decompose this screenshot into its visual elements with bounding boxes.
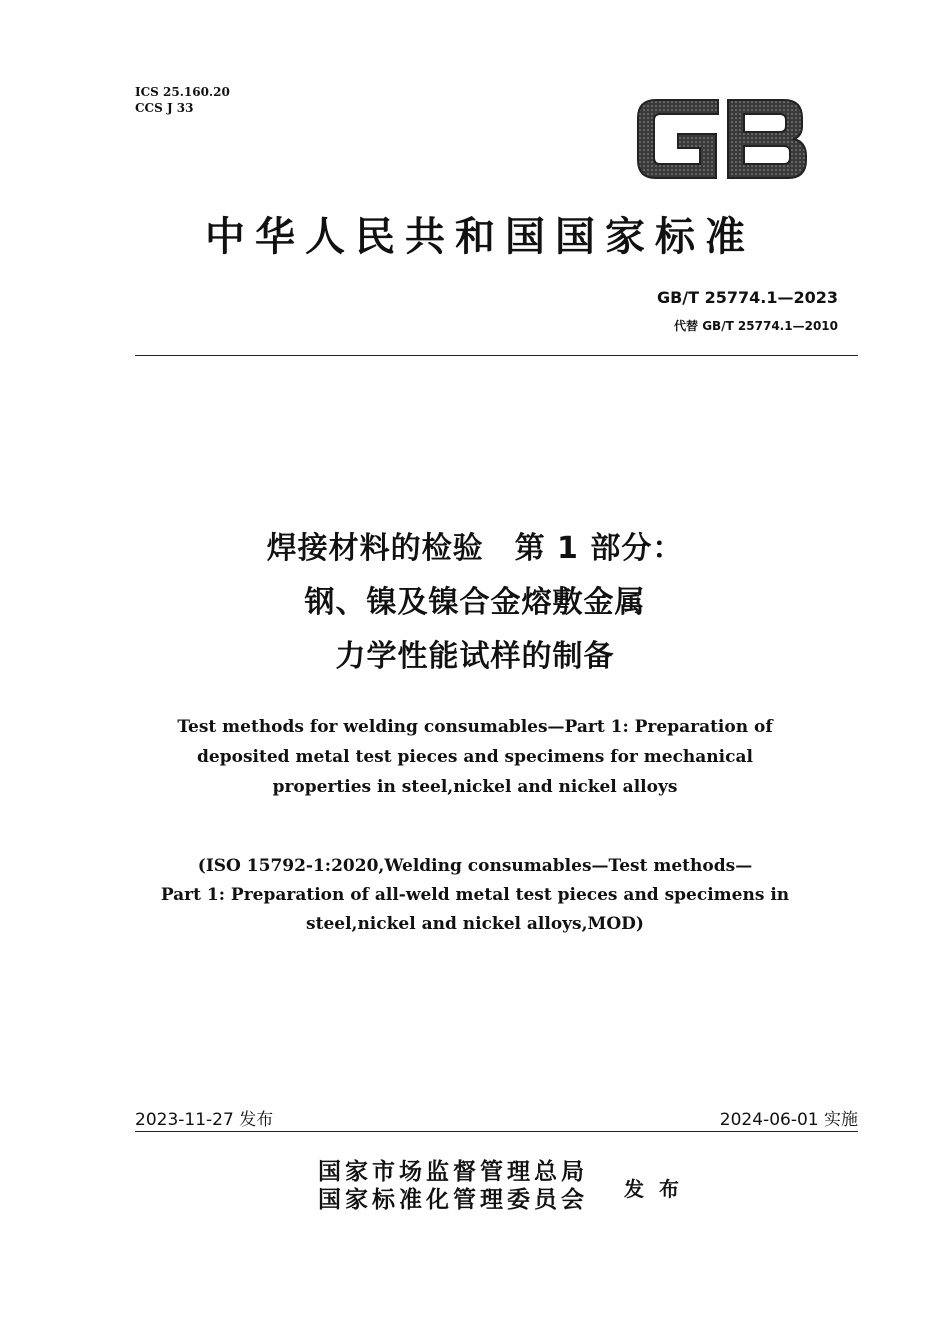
english-title-line: deposited metal test pieces and specimens for mechanical bbox=[197, 747, 753, 767]
english-title bbox=[0, 712, 950, 802]
publish-label: 发 布 bbox=[624, 1177, 683, 1201]
implementation-date: 2024-06-01 实施 bbox=[719, 1110, 858, 1130]
issuer-line: 国家市场监督管理总局 bbox=[318, 1158, 588, 1185]
issue-date: 2023-11-27 发布 bbox=[135, 1110, 274, 1130]
header-divider bbox=[135, 355, 858, 356]
iso-reference-line: Part 1: Preparation of all-weld metal test pieces and specimens in bbox=[160, 885, 790, 905]
logo-letter-b bbox=[728, 100, 806, 178]
national-standard-title: 中华人民共和国国家标准 bbox=[205, 213, 755, 260]
chinese-title-line: 力学性能试样的制备 bbox=[335, 639, 615, 674]
chinese-title-line: 钢、镍及镍合金熔敷金属 bbox=[304, 585, 646, 620]
english-title-line: Test methods for welding consumables—Part 1: Preparation of bbox=[177, 717, 773, 737]
standard-number: GB/T 25774.1—2023 bbox=[656, 288, 838, 307]
iso-reference-line: steel,nickel and nickel alloys,MOD) bbox=[306, 914, 644, 934]
footer-divider bbox=[135, 1131, 858, 1132]
replaces-standard: 代替 GB/T 25774.1—2010 bbox=[674, 319, 838, 333]
english-title-line: properties in steel,nickel and nickel alloys bbox=[272, 777, 678, 797]
issuer-line: 国家标准化管理委员会 bbox=[318, 1186, 588, 1213]
chinese-title-line: 焊接材料的检验 第 1 部分： bbox=[266, 531, 684, 566]
logo-letter-g bbox=[638, 100, 718, 178]
classification-codes bbox=[135, 84, 230, 116]
iso-reference-line: (ISO 15792-1:2020,Welding consumables—Test methods— bbox=[197, 856, 753, 876]
issuing-authorities bbox=[318, 1158, 588, 1214]
ics-code: ICS 25.160.20 bbox=[135, 85, 230, 99]
gb-logo bbox=[634, 96, 810, 182]
iso-reference bbox=[0, 852, 950, 939]
ccs-code: CCS J 33 bbox=[135, 101, 194, 115]
chinese-title bbox=[0, 522, 950, 684]
